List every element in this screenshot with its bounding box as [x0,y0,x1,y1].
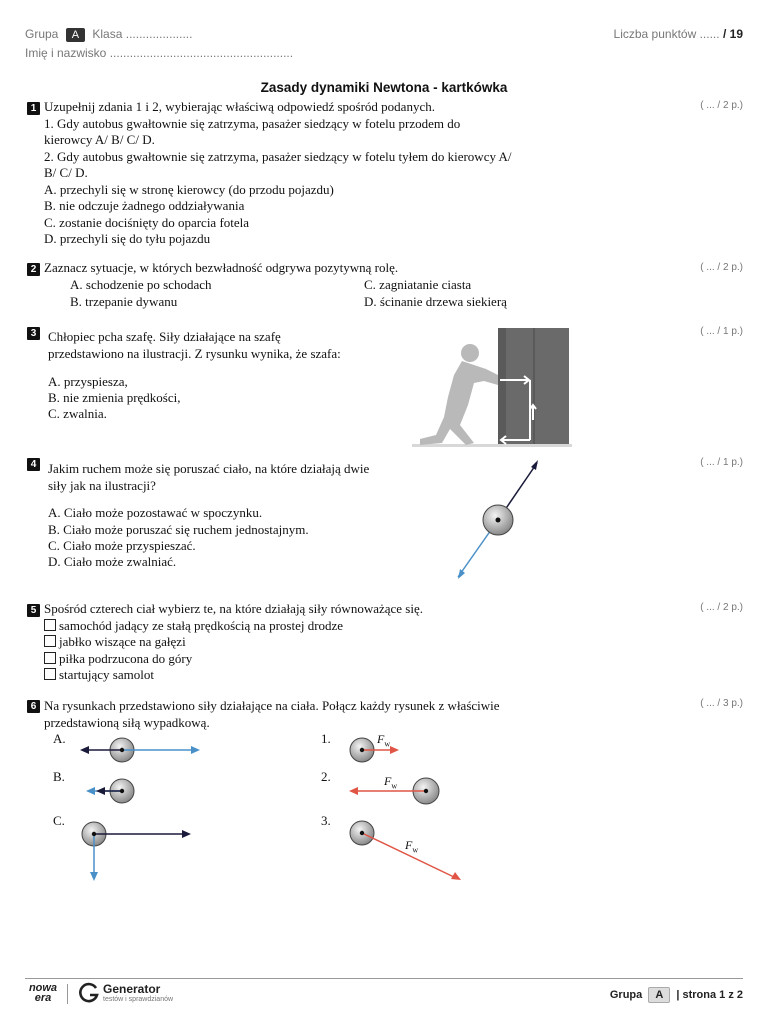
class-field[interactable]: .................... [125,27,193,41]
question-3-prompt: Chłopiec pcha szafę. Siły działające na szafę [48,329,281,344]
question-1-prompt: Uzupełnij zdania 1 i 2, wybierając właściwą odpowiedź spośród podanych. [44,99,435,114]
question-1-option: A. przechyli się w stronę kierowcy (do przodu pojazdu) [44,181,334,197]
drawing-c [82,822,191,881]
page-title: Zasady dynamiki Newtona - kartkówka [260,80,508,95]
question-points: ( ... / 1 p.) [700,457,743,468]
question-points: ( ... / 1 p.) [700,326,743,337]
boy-silhouette [420,344,498,445]
points-label: Liczba punktów [613,27,697,41]
question-1-line: 2. Gdy autobus gwałtownie się zatrzyma, pasażer siedzący w fotelu tyłem do kierowcy A/ [44,148,512,164]
question-2-prompt: Zaznacz sytuacje, w których bezwładność odgrywa pozytywną rolę. [44,260,399,275]
group-badge: A [66,28,85,42]
name-field[interactable]: ....................................................... [109,46,294,60]
checkbox[interactable] [44,668,56,680]
footer-page-info [610,987,743,1003]
force-label-2: $F_w$ [384,774,398,791]
question-2-option[interactable]: A. schodzenie po schodach [70,277,212,292]
header-group [25,27,192,42]
generator-subtitle: testów i sprawdzianów [103,996,174,1003]
question-4-prompt: Jakim ruchem może się poruszać ciało, na które działają dwie [48,461,370,476]
question-2-option[interactable]: B. trzepanie dywanu [70,294,178,309]
drawing-label: 2. [321,769,331,784]
nowa-era-logo: nowa era [28,982,58,1004]
question-1-option: C. zostanie dociśnięty do oparcia fotela [44,214,250,230]
points-field[interactable]: ...... [699,27,720,41]
group-label: Grupa [25,27,59,41]
question-1-line: 1. Gdy autobus gwałtownie się zatrzyma, pasażer siedzący w fotelu przodem do [44,115,461,131]
question-number: 6 [27,700,40,713]
question-5-option[interactable]: samochód jadący ze stałą prędkością na prostej drodze [44,618,343,635]
drawing-label: 1. [321,731,331,746]
checkbox[interactable] [44,619,56,631]
footer-divider [25,978,743,979]
footer-group-badge: A [648,987,670,1003]
drawing-label: C. [53,813,65,828]
question-2-option[interactable]: D. ścinanie drzewa siekierą [364,294,507,309]
two-forces-illustration [440,455,550,585]
boy-pushing-wardrobe-illustration [412,325,572,450]
drawing-label: 3. [321,813,331,828]
question-5-option[interactable]: jabłko wiszące na gałęzi [44,634,186,651]
question-1-line: B/ C/ D. [44,165,88,180]
class-label: Klasa [92,27,123,41]
question-points: ( ... / 2 p.) [700,100,743,111]
question-4-prompt: siły jak na ilustracji? [48,478,156,493]
question-5-option[interactable]: startujący samolot [44,667,154,684]
question-4-option[interactable]: B. Ciało może poruszać się ruchem jednostajnym. [48,521,309,537]
question-number: 1 [27,102,40,115]
question-2-option[interactable]: C. zagniatanie ciasta [364,277,472,292]
points-total: 19 [729,27,743,41]
force-drawings-left [70,730,210,885]
question-6-prompt: przedstawioną siłą wypadkową. [44,715,210,730]
question-1-line: kierowcy A/ B/ C/ D. [44,132,155,147]
resultant-1 [350,738,399,762]
force-drawings-right [340,728,470,888]
question-number: 5 [27,604,40,617]
question-number: 3 [27,327,40,340]
question-3-prompt: przedstawiono na ilustracji. Z rysunku wynika, że szafa: [48,346,341,361]
question-points: ( ... / 2 p.) [700,262,743,273]
drawing-label: B. [53,769,65,784]
question-6-prompt: Na rysunkach przedstawiono siły działające na ciała. Połącz każdy rysunek z właściwie [44,698,500,713]
drawing-label: A. [53,731,66,746]
question-1-option: B. nie odczuje żadnego oddziaływania [44,198,245,213]
footer-group-label: Grupa [609,989,643,1001]
footer-page-label: | strona 1 z 2 [676,989,743,1001]
name-label: Imię i nazwisko [25,46,107,60]
question-5-prompt: Spośród czterech ciał wybierz te, na które działają siły równoważące się. [44,601,423,616]
question-1-option: D. przechyli się do tyłu pojazdu [44,231,211,246]
question-5-option[interactable]: piłka podrzucona do góry [44,651,192,668]
question-3-option[interactable]: B. nie zmienia prędkości, [48,390,181,405]
generator-logo-icon [78,982,100,1004]
question-number: 2 [27,263,40,276]
footer-separator [67,984,68,1004]
header-points [614,27,743,41]
checkbox[interactable] [44,652,56,664]
question-3-option[interactable]: C. zwalnia. [48,406,107,421]
generator-title: Generator [103,982,161,996]
question-points: ( ... / 2 p.) [700,602,743,613]
points-sep: / [722,27,727,41]
checkbox[interactable] [44,635,56,647]
drawing-a [80,738,200,762]
force-label-1: $F_w$ [377,732,391,749]
force-label-3: $F_w$ [405,838,419,855]
header-name [25,46,293,60]
question-4-option[interactable]: C. Ciało może przyspieszać. [48,538,196,553]
question-number: 4 [27,458,40,471]
question-3-option[interactable]: A. przyspiesza, [48,374,128,389]
question-4-option[interactable]: A. Ciało może pozostawać w spoczynku. [48,505,263,520]
question-points: ( ... / 3 p.) [700,698,743,709]
question-4-option[interactable]: D. Ciało może zwalniać. [48,554,177,569]
drawing-b [86,779,134,803]
